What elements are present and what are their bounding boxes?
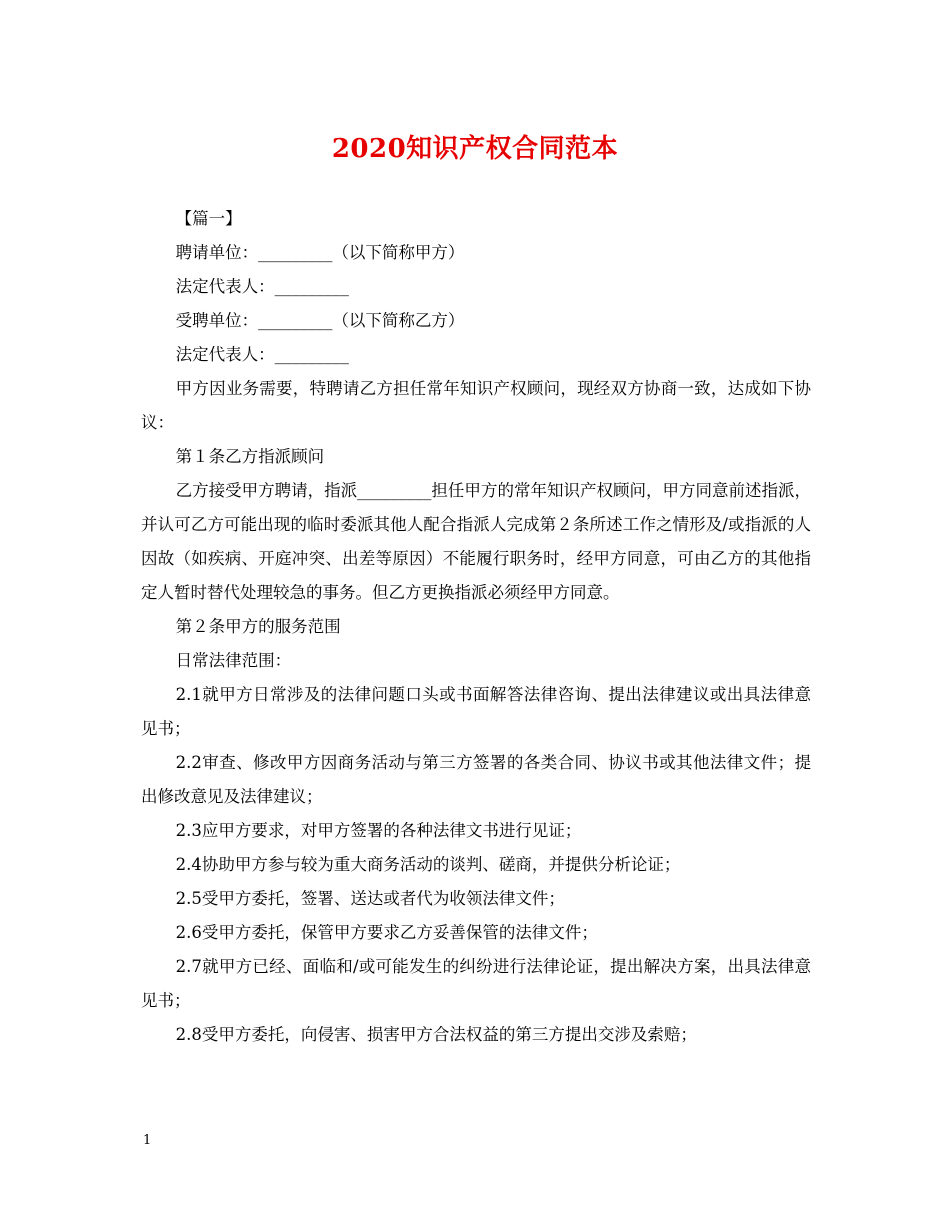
paragraph-employer-unit: 聘请单位：_________（以下简称甲方） [175, 243, 465, 262]
paragraph-employee-representative: 法定代表人：_________ [175, 345, 349, 364]
paragraph-clause-2-7: 2.7就甲方已经、面临和/或可能发生的纠纷进行法律论证，提出解决方案，出具法律意见书； [141, 957, 811, 1010]
paragraph-clause-2-8: 2.8受甲方委托，向侵害、损害甲方合法权益的第三方提出交涉及索赔； [175, 1025, 697, 1044]
paragraph-clause-2-5: 2.5受甲方委托，签署、送达或者代为收领法律文件； [175, 889, 565, 908]
paragraph-article-1-heading: 第１条乙方指派顾问 [175, 447, 325, 466]
paragraph-section-label: 【篇一】 [175, 209, 242, 228]
paragraph-clause-2-2: 2.2审查、修改甲方因商务活动与第三方签署的各类合同、协议书或其他法律文件；提出修改意见及法律建议； [141, 753, 811, 806]
paragraph-agreement-intro: 甲方因业务需要，特聘请乙方担任常年知识产权顾问，现经双方协商一致，达成如下协议： [141, 379, 811, 432]
paragraph-clause-2-4: 2.4协助甲方参与较为重大商务活动的谈判、磋商，并提供分析论证； [175, 855, 681, 874]
paragraph-employer-representative: 法定代表人：_________ [175, 277, 349, 296]
document-body [141, 202, 811, 1052]
paragraph-daily-legal-scope: 日常法律范围： [175, 651, 292, 670]
paragraph-article-1-body: 乙方接受甲方聘请，指派_________担任甲方的常年知识产权顾问，甲方同意前述指派，并认可乙方可能出现的临时委派其他人配合指派人完成第２条所述工作之情形及/或指派的人因故（如疾病、开庭冲突、出差等原因）不能履行职务时，经甲方同意，可由乙方的其他指定人暂时替代处理较急的事务。但乙方更换指派必须经甲方同意。 [141, 481, 811, 602]
paragraph-clause-2-1: 2.1就甲方日常涉及的法律问题口头或书面解答法律咨询、提出法律建议或出具法律意见书； [141, 685, 811, 738]
paragraph-article-2-heading: 第２条甲方的服务范围 [175, 617, 341, 636]
paragraph-clause-2-3: 2.3应甲方要求，对甲方签署的各种法律文书进行见证； [175, 821, 582, 840]
document-title: 2020知识产权合同范本 [331, 134, 619, 164]
paragraph-employee-unit: 受聘单位：_________（以下简称乙方） [175, 311, 465, 330]
paragraph-clause-2-6: 2.6受甲方委托，保管甲方要求乙方妥善保管的法律文件； [175, 923, 598, 942]
page-number: 1 [143, 1133, 152, 1148]
